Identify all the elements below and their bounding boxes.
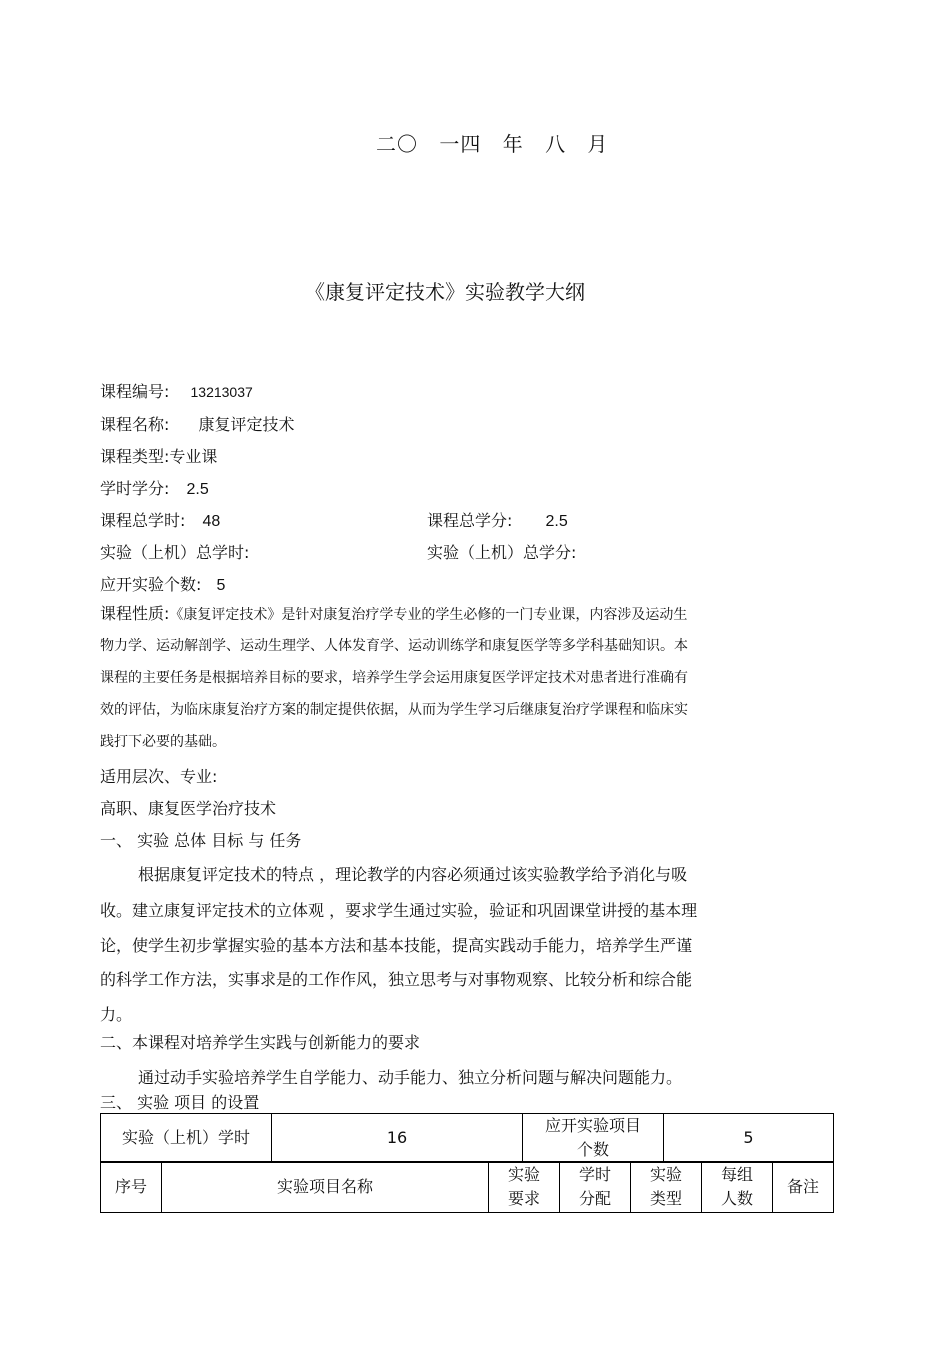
section-2-heading: 二、本课程对培养学生实践与创新能力的要求 [100,1033,421,1052]
section-1-line-1: 根据康复评定技术的特点 ，理论教学的内容必须通过该实验教学给予消化与吸 [138,865,688,884]
section-1-heading: 一、 实验 总体 目标 与 任务 [100,831,302,850]
section-1-line-5: 力。 [100,1005,133,1024]
credit-value: 2.5 [186,481,209,498]
header-remark: 备注 [773,1162,834,1213]
header-name: 实验项目名称 [162,1162,489,1213]
course-nature-line-2: 物力学、运动解剖学、运动生理学、人体发育学、运动训练学和康复医学等多学科基础知识。本 [100,638,688,654]
items-count-header-cell: 应开实验项目 个数 [523,1114,664,1163]
credit-label: 学时学分: [100,479,170,498]
section-3-heading: 三、 实验 项目 的设置 [100,1093,260,1112]
lab-summary-table [100,1113,834,1163]
header-hours: 学时 分配 [560,1162,631,1213]
header-seq: 序号 [101,1162,162,1213]
items-count-value-cell: 5 [664,1114,834,1163]
course-code-value: 13213037 [190,384,253,400]
total-hours-value: 48 [202,513,221,530]
course-nature-label: 课程性质: [100,604,170,623]
experiments-count-value: 5 [216,577,226,594]
course-name-label: 课程名称: [100,415,170,434]
total-credits-value: 2.5 [545,513,568,530]
section-1-line-2: 收。建立康复评定技术的立体观 ，要求学生通过实验，验证和巩固课堂讲授的基本理 [100,901,698,920]
course-nature-line-1: 课程性质:《康复评定技术》是针对康复治疗学专业的学生必修的一门专业课，内容涉及运动生 [100,604,688,623]
level-value: 高职、康复医学治疗技术 [100,799,277,818]
experiments-count-label: 应开实验个数: [100,575,202,594]
document-title: 《康复评定技术》实验教学大纲 [305,280,585,304]
course-type-label: 课程类型: [100,447,170,466]
credit-row [100,476,209,499]
total-hours-label: 课程总学时: [100,511,186,530]
document-date: 二〇 一四 年 八 月 [376,132,609,156]
course-nature-line-5: 践打下必要的基础。 [100,734,226,750]
course-nature-line-3: 课程的主要任务是根据培养目标的要求，培养学生学会运用康复医学评定技术对患者进行准确有 [100,670,688,686]
header-type: 实验 类型 [631,1162,702,1213]
total-credits-row [427,508,568,531]
total-credits-label: 课程总学分: [427,511,513,530]
section-1-line-3: 论，使学生初步掌握实验的基本方法和基本技能，提高实践动手能力，培养学生严谨 [100,936,693,955]
lab-hours-value-cell: 16 [272,1114,523,1163]
section-1-line-4: 的科学工作方法，实事求是的工作作风，独立思考与对事物观察、比较分析和综合能 [100,970,693,989]
course-name-row [100,412,295,435]
course-nature-line-4: 效的评估，为临床康复治疗方案的制定提供依据，从而为学生学习后继康复治疗学课程和临床实 [100,702,688,718]
header-requirement: 实验 要求 [489,1162,560,1213]
course-type-row [100,444,217,467]
course-type-value: 专业课 [169,447,218,466]
experiment-items-table [100,1161,834,1213]
total-hours-row [100,508,220,531]
course-code-row [100,379,253,402]
course-code-label: 课程编号: [100,382,170,401]
course-name-value: 康复评定技术 [198,415,295,434]
section-2-text: 通过动手实验培养学生自学能力、动手能力、独立分析问题与解决问题能力。 [138,1068,683,1087]
level-label: 适用层次、专业: [100,767,218,786]
lab-credits-label: 实验（上机）总学分: [427,543,577,562]
lab-hours-header-cell: 实验（上机）学时 [101,1114,272,1163]
header-group-size: 每组 人数 [702,1162,773,1213]
lab-hours-label: 实验（上机）总学时: [100,543,250,562]
experiments-count-row [100,572,225,595]
